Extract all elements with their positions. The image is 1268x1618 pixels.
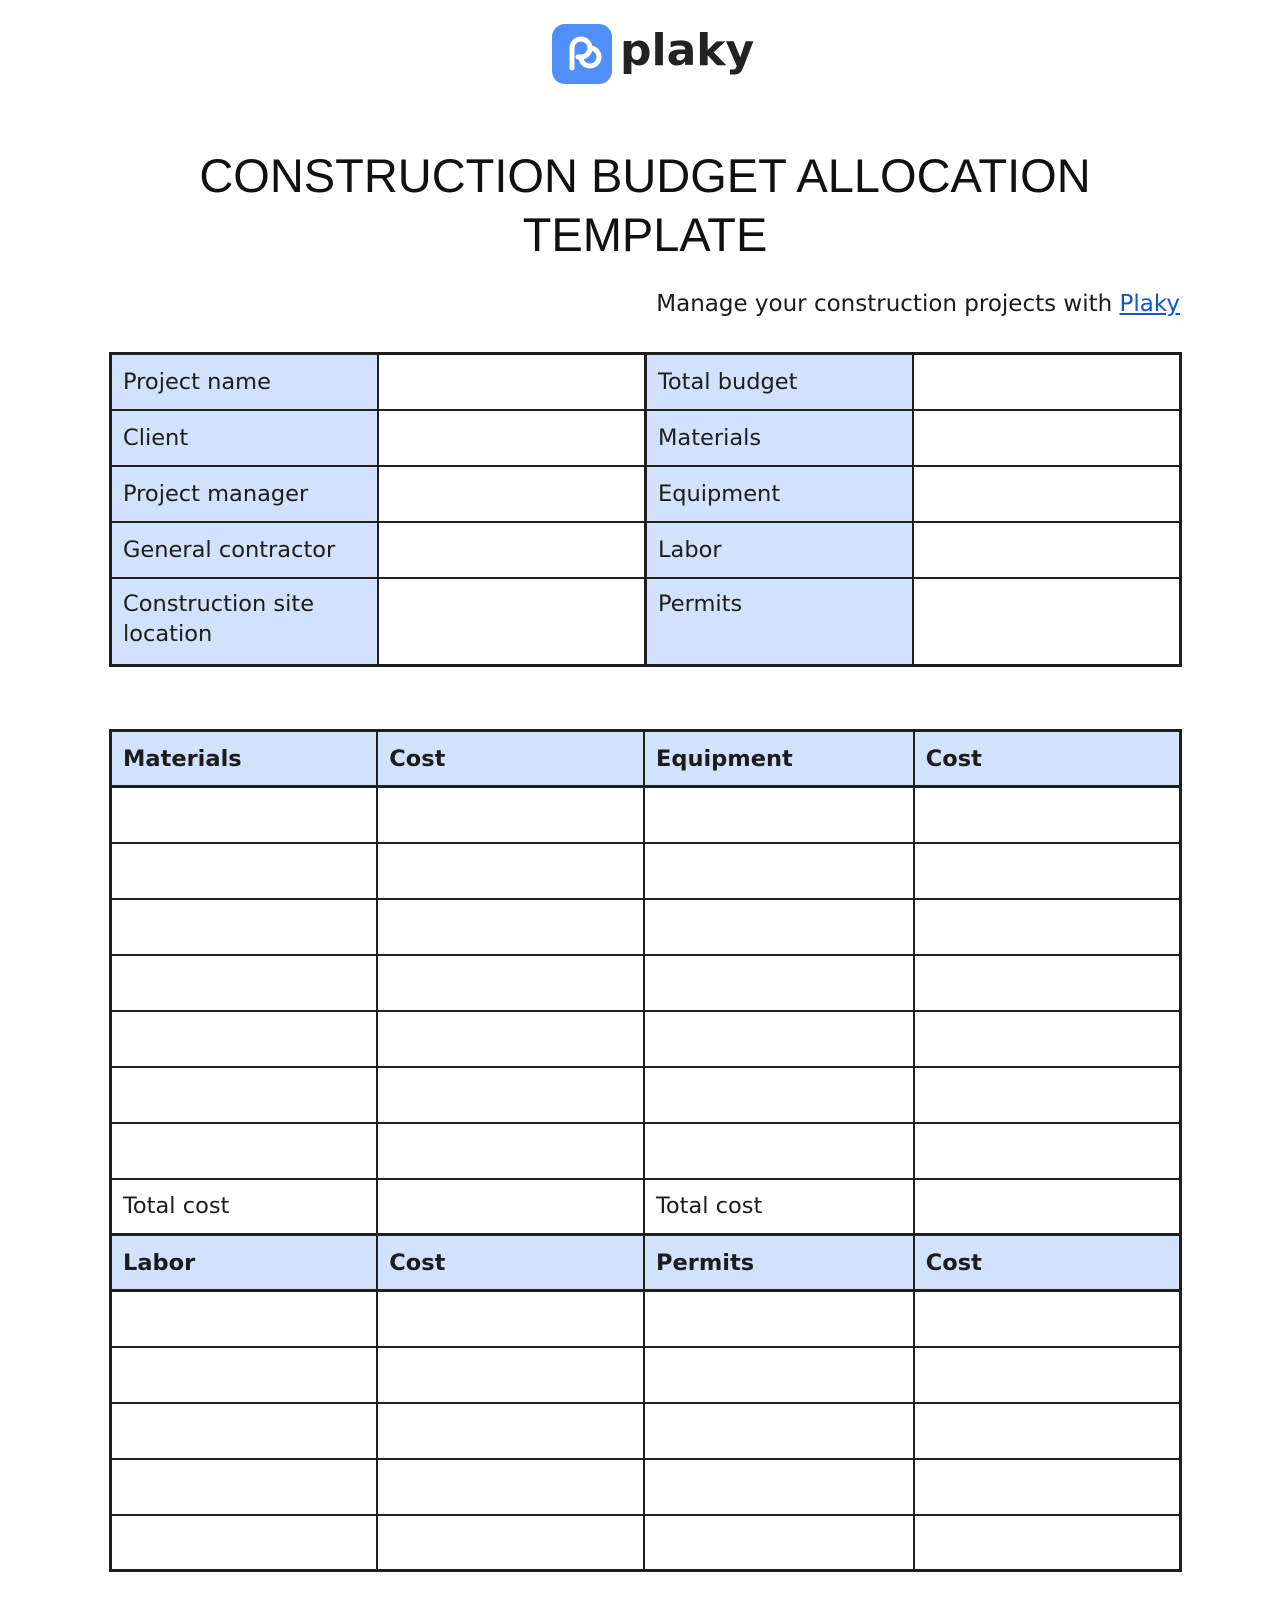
material-cost-cell[interactable] [377,843,644,899]
permit-item-cell[interactable] [644,1403,914,1459]
permit-cost-cell[interactable] [914,1403,1181,1459]
total-budget-label: Total budget [646,354,914,410]
project-name-label: Project name [111,354,379,410]
equipment-item-cell[interactable] [644,955,914,1011]
labor-item-cell[interactable] [111,1291,378,1347]
equipment-item-cell[interactable] [644,1067,914,1123]
construction-site-location-label: Construction site location [111,578,379,666]
table-row [111,1011,1181,1067]
material-cost-cell[interactable] [377,787,644,843]
material-cost-cell[interactable] [377,899,644,955]
permits-budget-field[interactable] [913,578,1181,666]
project-name-field[interactable] [378,354,646,410]
table-row [111,1067,1181,1123]
plaky-logo-icon [552,24,612,84]
table-row [111,1291,1181,1347]
permit-cost-cell[interactable] [914,1459,1181,1515]
labor-item-cell[interactable] [111,1459,378,1515]
labor-cost-cell[interactable] [377,1459,644,1515]
project-manager-field[interactable] [378,466,646,522]
labor-budget-label: Labor [646,522,914,578]
material-item-cell[interactable] [111,1011,378,1067]
table-header-row [111,1235,1181,1291]
labor-cost-cell[interactable] [377,1347,644,1403]
table-row [111,1459,1181,1515]
material-cost-cell[interactable] [377,1011,644,1067]
materials-total-cost-label: Total cost [111,1179,378,1235]
permits-cost-header: Cost [914,1235,1181,1291]
equipment-cost-cell[interactable] [914,1067,1181,1123]
equipment-total-cost-label: Total cost [644,1179,914,1235]
equipment-cost-cell[interactable] [914,787,1181,843]
material-cost-cell[interactable] [377,955,644,1011]
labor-cost-cell[interactable] [377,1515,644,1571]
equipment-cost-cell[interactable] [914,1123,1181,1179]
table-row [111,466,1181,522]
labor-header: Labor [111,1235,378,1291]
permit-item-cell[interactable] [644,1459,914,1515]
equipment-item-cell[interactable] [644,1123,914,1179]
page-title-line-1: CONSTRUCTION BUDGET ALLOCATION [199,149,1091,202]
table-row [111,1515,1181,1571]
table-row [111,843,1181,899]
table-row [111,1403,1181,1459]
equipment-cost-header: Cost [914,731,1181,787]
general-contractor-label: General contractor [111,522,379,578]
equipment-header: Equipment [644,731,914,787]
page-title-line-2: TEMPLATE [522,208,768,261]
equipment-item-cell[interactable] [644,899,914,955]
general-contractor-field[interactable] [378,522,646,578]
total-cost-row [111,1179,1181,1235]
project-info-table [109,352,1182,667]
material-cost-cell[interactable] [377,1123,644,1179]
plaky-link[interactable]: Plaky [1119,291,1180,317]
material-item-cell[interactable] [111,787,378,843]
materials-cost-header: Cost [377,731,644,787]
permit-item-cell[interactable] [644,1515,914,1571]
equipment-total-cost-field[interactable] [914,1179,1181,1235]
table-row [111,955,1181,1011]
permits-budget-label: Permits [646,578,914,666]
client-field[interactable] [378,410,646,466]
material-item-cell[interactable] [111,1067,378,1123]
equipment-budget-field[interactable] [913,466,1181,522]
materials-total-cost-field[interactable] [377,1179,644,1235]
labor-item-cell[interactable] [111,1515,378,1571]
equipment-item-cell[interactable] [644,1011,914,1067]
table-row [111,787,1181,843]
labor-budget-field[interactable] [913,522,1181,578]
plaky-logo [552,24,754,84]
cost-breakdown-table [109,729,1182,1572]
material-item-cell[interactable] [111,955,378,1011]
permit-cost-cell[interactable] [914,1515,1181,1571]
equipment-cost-cell[interactable] [914,955,1181,1011]
equipment-item-cell[interactable] [644,787,914,843]
equipment-cost-cell[interactable] [914,843,1181,899]
equipment-cost-cell[interactable] [914,1011,1181,1067]
table-row [111,410,1181,466]
material-item-cell[interactable] [111,1123,378,1179]
material-item-cell[interactable] [111,899,378,955]
labor-item-cell[interactable] [111,1403,378,1459]
subtitle [656,291,1180,317]
equipment-budget-label: Equipment [646,466,914,522]
materials-header: Materials [111,731,378,787]
labor-cost-cell[interactable] [377,1291,644,1347]
labor-cost-cell[interactable] [377,1403,644,1459]
table-row [111,1347,1181,1403]
permit-cost-cell[interactable] [914,1347,1181,1403]
materials-budget-label: Materials [646,410,914,466]
material-cost-cell[interactable] [377,1067,644,1123]
permit-item-cell[interactable] [644,1347,914,1403]
material-item-cell[interactable] [111,843,378,899]
table-row [111,578,1181,666]
total-budget-field[interactable] [913,354,1181,410]
permit-item-cell[interactable] [644,1291,914,1347]
project-manager-label: Project manager [111,466,379,522]
table-header-row [111,731,1181,787]
permits-header: Permits [644,1235,914,1291]
materials-budget-field[interactable] [913,410,1181,466]
permit-cost-cell[interactable] [914,1291,1181,1347]
equipment-item-cell[interactable] [644,843,914,899]
table-row [111,1123,1181,1179]
construction-site-location-field[interactable] [378,578,646,666]
plaky-wordmark: plaky [620,25,755,76]
labor-cost-header: Cost [377,1235,644,1291]
labor-item-cell[interactable] [111,1347,378,1403]
equipment-cost-cell[interactable] [914,899,1181,955]
table-row [111,522,1181,578]
subtitle-text: Manage your construction projects with [656,291,1120,317]
table-row [111,899,1181,955]
table-row [111,354,1181,410]
client-label: Client [111,410,379,466]
page-title [0,146,1268,264]
